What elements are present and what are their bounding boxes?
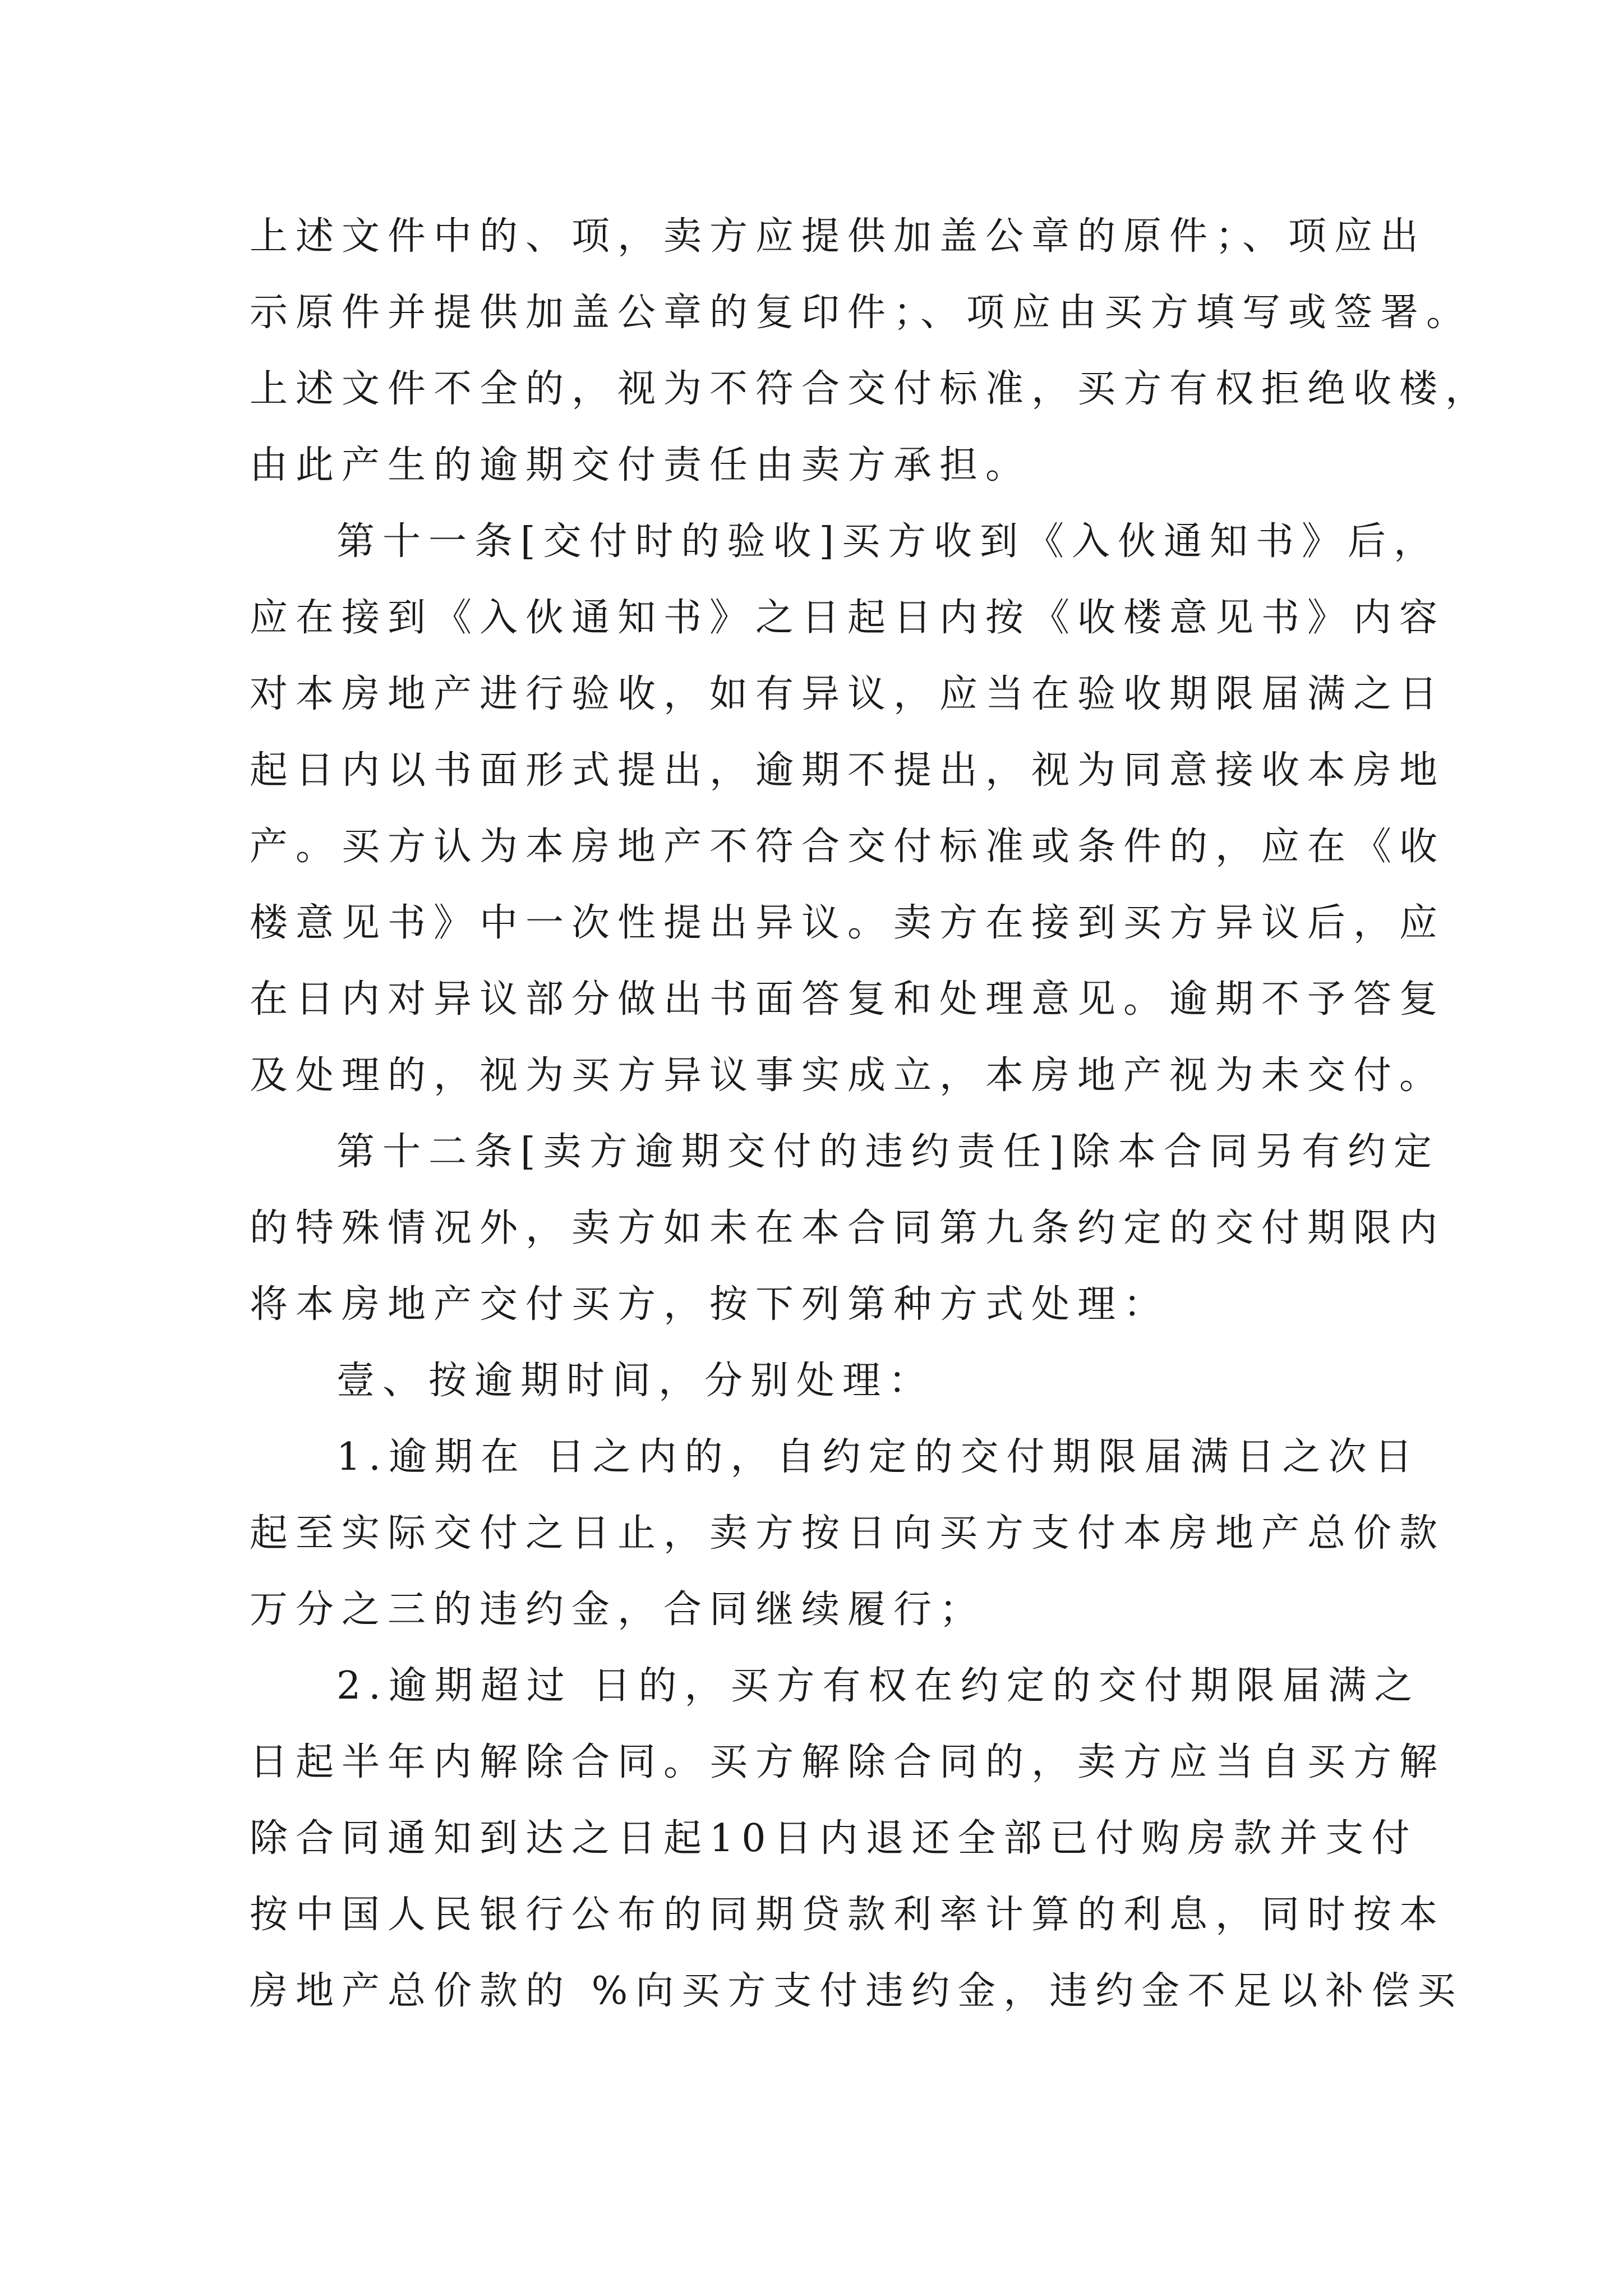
text-line: 除合同通知到达之日起10日内退还全部已付购房款并支付 xyxy=(250,1816,1418,1861)
text-line: 及处理的，视为买方异议事实成立，本房地产视为未交付。 xyxy=(250,1053,1446,1098)
text-line: 壹、按逾期时间，分别处理： xyxy=(336,1359,935,1403)
text-line: 上述文件中的、项，卖方应提供加盖公章的原件；、项应出 xyxy=(250,214,1427,259)
text-line: 1.逾期在 日之内的，自约定的交付期限届满日之次日 xyxy=(336,1435,1421,1479)
text-line: 对本房地产进行验收，如有异议，应当在验收期限届满之日 xyxy=(250,672,1446,716)
text-line: 由此产生的逾期交付责任由卖方承担。 xyxy=(250,443,1032,487)
text-line: 日起半年内解除合同。买方解除合同的，卖方应当自买方解 xyxy=(250,1740,1446,1784)
text-line: 产。买方认为本房地产不符合交付标准或条件的，应在《收 xyxy=(250,825,1446,869)
text-line: 应在接到《入伙通知书》之日起日内按《收楼意见书》内容 xyxy=(250,596,1446,640)
text-line: 按中国人民银行公布的同期贷款利率计算的利息，同时按本 xyxy=(250,1893,1446,1937)
text-line: 万分之三的违约金，合同继续履行； xyxy=(250,1588,986,1632)
text-line: 在日内对异议部分做出书面答复和处理意见。逾期不予答复 xyxy=(250,977,1446,1022)
text-line: 的特殊情况外，卖方如未在本合同第九条约定的交付期限内 xyxy=(250,1206,1446,1250)
text-line: 房地产总价款的 %向买方支付违约金，违约金不足以补偿买 xyxy=(250,1969,1464,2013)
text-line: 第十二条[卖方逾期交付的违约责任]除本合同另有约定 xyxy=(336,1130,1440,1174)
text-line: 第十一条[交付时的验收]买方收到《入伙通知书》后， xyxy=(336,519,1440,564)
text-line: 起日内以书面形式提出，逾期不提出，视为同意接收本房地 xyxy=(250,748,1446,793)
text-line: 上述文件不全的，视为不符合交付标准，买方有权拒绝收楼， xyxy=(250,367,1492,411)
text-line: 起至实际交付之日止，卖方按日向买方支付本房地产总价款 xyxy=(250,1511,1446,1556)
text-line: 将本房地产交付买方，按下列第种方式处理： xyxy=(250,1282,1170,1327)
text-line: 2.逾期超过 日的，买方有权在约定的交付期限届满之 xyxy=(336,1664,1421,1708)
text-line: 示原件并提供加盖公章的复印件；、项应由买方填写或签署。 xyxy=(250,291,1473,335)
text-line: 楼意见书》中一次性提出异议。卖方在接到买方异议后，应 xyxy=(250,901,1446,945)
